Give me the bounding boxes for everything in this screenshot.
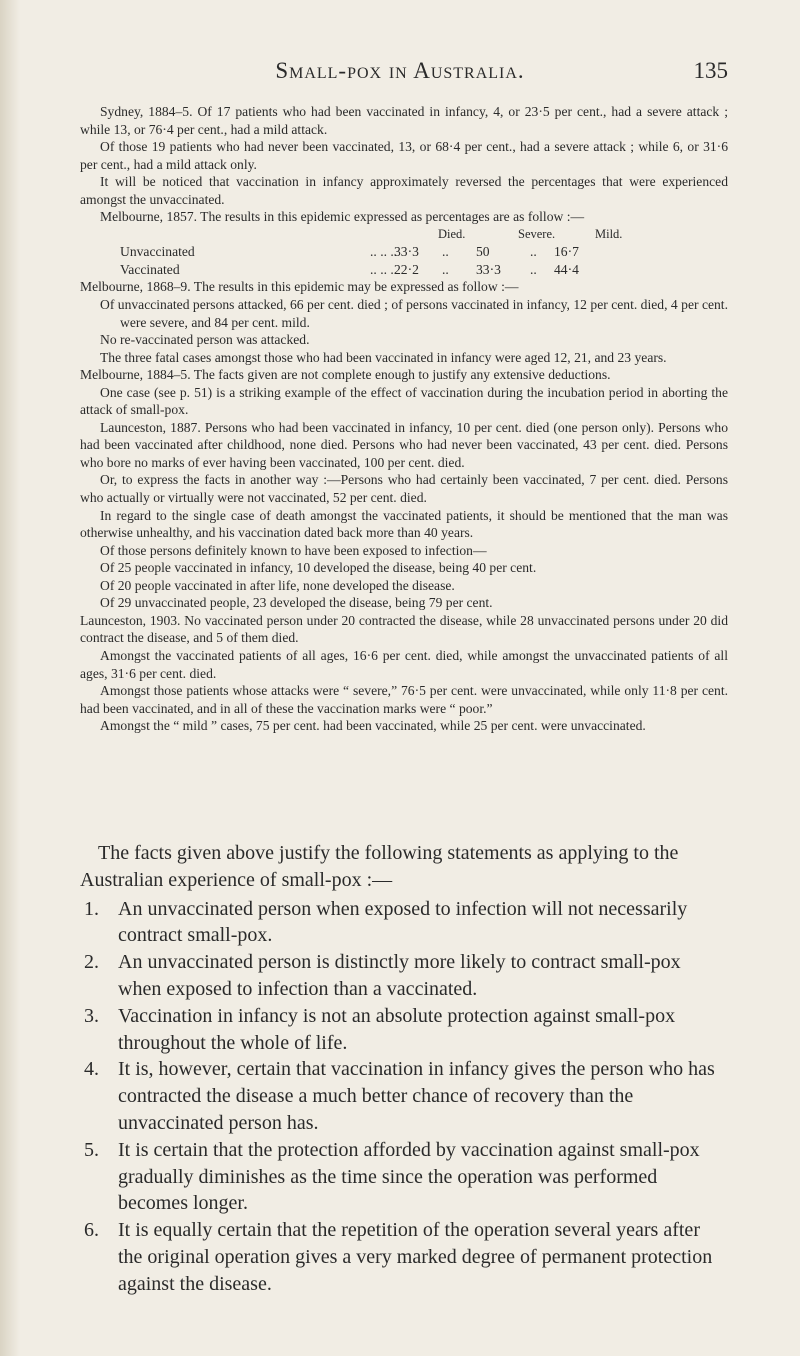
statement-number: 1. bbox=[84, 897, 99, 920]
leader-dots: .. .. .. bbox=[370, 261, 398, 277]
running-title: Small-pox in Australia. bbox=[275, 58, 525, 83]
leader-dots: .. bbox=[442, 261, 449, 277]
paragraph-launceston-1903: Launceston, 1903. No vaccinated person under 20 contracted the disease, while 28 unvaccinated persons under 20 did contract the disease, and 5 of them died. bbox=[80, 612, 728, 646]
statement-text: It is certain that the protection afforded by vaccination against small-pox gradually diminishes as the time since the operation was performed becomes longer. bbox=[118, 1138, 700, 1215]
paragraph-revaccinated: No re-vaccinated person was attacked. bbox=[100, 332, 310, 348]
statement-item bbox=[80, 949, 728, 1003]
conclusion-section bbox=[80, 840, 728, 1298]
cell-mild: 44·4 bbox=[554, 261, 579, 277]
paragraph-sydney-2: Of those 19 patients who had never been vaccinated, 13, or 68·4 per cent., had a severe attack ; while 6, or 31·6 per cent., had a mild attack only. bbox=[80, 139, 728, 172]
statement-item bbox=[80, 1217, 728, 1297]
leader-dots: .. bbox=[530, 244, 537, 260]
statement-text: An unvaccinated person when exposed to infection will not necessarily contract small-pox. bbox=[118, 897, 688, 947]
cell-died: 22·2 bbox=[394, 261, 419, 277]
paragraph-sydney-3: It will be noticed that vaccination in infancy approximately reversed the percentages that were experienced amongst the unvaccinated. bbox=[80, 174, 728, 207]
conclusion-intro: The facts given above justify the following statements as applying to the Australian experience of small-pox :— bbox=[80, 842, 679, 891]
leader-dots: .. bbox=[442, 244, 449, 260]
row-label: Unvaccinated bbox=[120, 244, 195, 260]
paragraph-melbourne-1857: Melbourne, 1857. The results in this epidemic expressed as percentages are as follow :— bbox=[100, 209, 585, 225]
paragraph-severe-attacks: Amongst those patients whose attacks were “ severe,” 76·5 per cent. were unvaccinated, while only 11·8 per cent. had been vaccinated, and in all of these the vaccination marks were “ poor.” bbox=[80, 683, 728, 716]
leader-dots: .. bbox=[530, 261, 537, 277]
table-header-died: Died. bbox=[438, 226, 466, 241]
statement-number: 6. bbox=[84, 1219, 99, 1242]
table-row bbox=[80, 243, 728, 261]
row-label: Vaccinated bbox=[120, 261, 180, 277]
cell-died: 33·3 bbox=[394, 244, 419, 260]
table-header-mild: Mild. bbox=[595, 226, 623, 241]
paragraph-single-death: In regard to the single case of death amongst the vaccinated patients, it should be mentioned that the man was otherwise unhealthy, and his vaccination dated back more than 40 years. bbox=[80, 507, 728, 541]
cell-mild: 16·7 bbox=[554, 244, 579, 260]
statement-text: Vaccination in infancy is not an absolute protection against small-pox throughout the whole of life. bbox=[118, 1004, 676, 1054]
table-header-row bbox=[80, 226, 728, 244]
paragraph-melbourne-1868: Melbourne, 1868–9. The results in this epidemic may be expressed as follow :— bbox=[80, 279, 519, 295]
page-number: 135 bbox=[693, 58, 728, 83]
paragraph-mild-cases: Amongst the “ mild ” cases, 75 per cent. had been vaccinated, while 25 per cent. were unvaccinated. bbox=[100, 718, 646, 734]
table-row bbox=[80, 261, 728, 279]
statement-item bbox=[80, 1137, 728, 1217]
paragraph-sydney-1: Sydney, 1884–5. Of 17 patients who had been vaccinated in infancy, 4, or 23·5 per cent., had a severe attack ; while 13, or 76·4 per cent., had a mild attack. bbox=[80, 104, 728, 137]
paragraph-all-ages: Amongst the vaccinated patients of all ages, 16·6 per cent. died, while amongst the unvaccinated patients of all ages, 31·6 per cent. died. bbox=[80, 647, 728, 681]
paragraph-one-case: One case (see p. 51) is a striking example of the effect of vaccination during the incubation period in aborting the attack of small-pox. bbox=[80, 384, 728, 418]
small-print-section bbox=[80, 103, 728, 735]
statement-text: It is, however, certain that vaccination in infancy gives the person who has contracted the disease a much better chance of recovery than the unvaccinated person has. bbox=[118, 1058, 715, 1134]
statement-item bbox=[80, 896, 728, 950]
paragraph-of-20: Of 20 people vaccinated in after life, none developed the disease. bbox=[100, 577, 455, 593]
paragraph-another-way: Or, to express the facts in another way :—Persons who had certainly been vaccinated, 7 per cent. died. Persons who actually or virtually were not vaccinated, 52 per cent. died. bbox=[80, 472, 728, 506]
paragraph-exposed: Of those persons definitely known to have been exposed to infection— bbox=[100, 542, 487, 558]
statement-number: 5. bbox=[84, 1138, 99, 1161]
cell-severe: 50 bbox=[476, 244, 490, 260]
cell-severe: 33·3 bbox=[476, 261, 501, 277]
statement-number: 3. bbox=[84, 1004, 99, 1027]
paragraph-of-29: Of 29 unvaccinated people, 23 developed the disease, being 79 per cent. bbox=[100, 595, 493, 611]
statement-text: An unvaccinated person is distinctly more likely to contract small-pox when exposed to infection than a vaccinated. bbox=[118, 951, 681, 1000]
page-header bbox=[0, 58, 800, 88]
paragraph-launceston-1887: Launceston, 1887. Persons who had been vaccinated in infancy, 10 per cent. died (one person only). Persons who had been vaccinated after childhood, none died. Persons who had never been vaccinated, 43 per cent. died. Persons who bore no marks of ever having been vaccinated, 100 per cent. died. bbox=[80, 419, 728, 470]
statement-text: It is equally certain that the repetition of the operation several years after the original operation gives a very marked degree of permanent protection against the disease. bbox=[118, 1219, 713, 1295]
paragraph-of-25: Of 25 people vaccinated in infancy, 10 developed the disease, being 40 per cent. bbox=[100, 560, 537, 576]
paragraph-fatal-cases: The three fatal cases amongst those who had been vaccinated in infancy were aged 12, 21, and 23 years. bbox=[100, 349, 667, 365]
paragraph-melbourne-1868-detail: Of unvaccinated persons attacked, 66 per cent. died ; of persons vaccinated in infancy, 12 per cent. died, 4 per cent. were severe, and 84 per cent. mild. bbox=[100, 297, 728, 330]
table-header-severe: Severe. bbox=[518, 226, 556, 241]
page-edge-shadow bbox=[0, 0, 20, 1356]
paragraph-melbourne-1884: Melbourne, 1884–5. The facts given are not complete enough to justify any extensive deductions. bbox=[80, 367, 611, 383]
statement-item bbox=[80, 1056, 728, 1136]
leader-dots: .. .. .. bbox=[370, 244, 398, 260]
statement-item bbox=[80, 1003, 728, 1057]
statement-number: 4. bbox=[84, 1058, 99, 1081]
statement-number: 2. bbox=[84, 951, 99, 974]
